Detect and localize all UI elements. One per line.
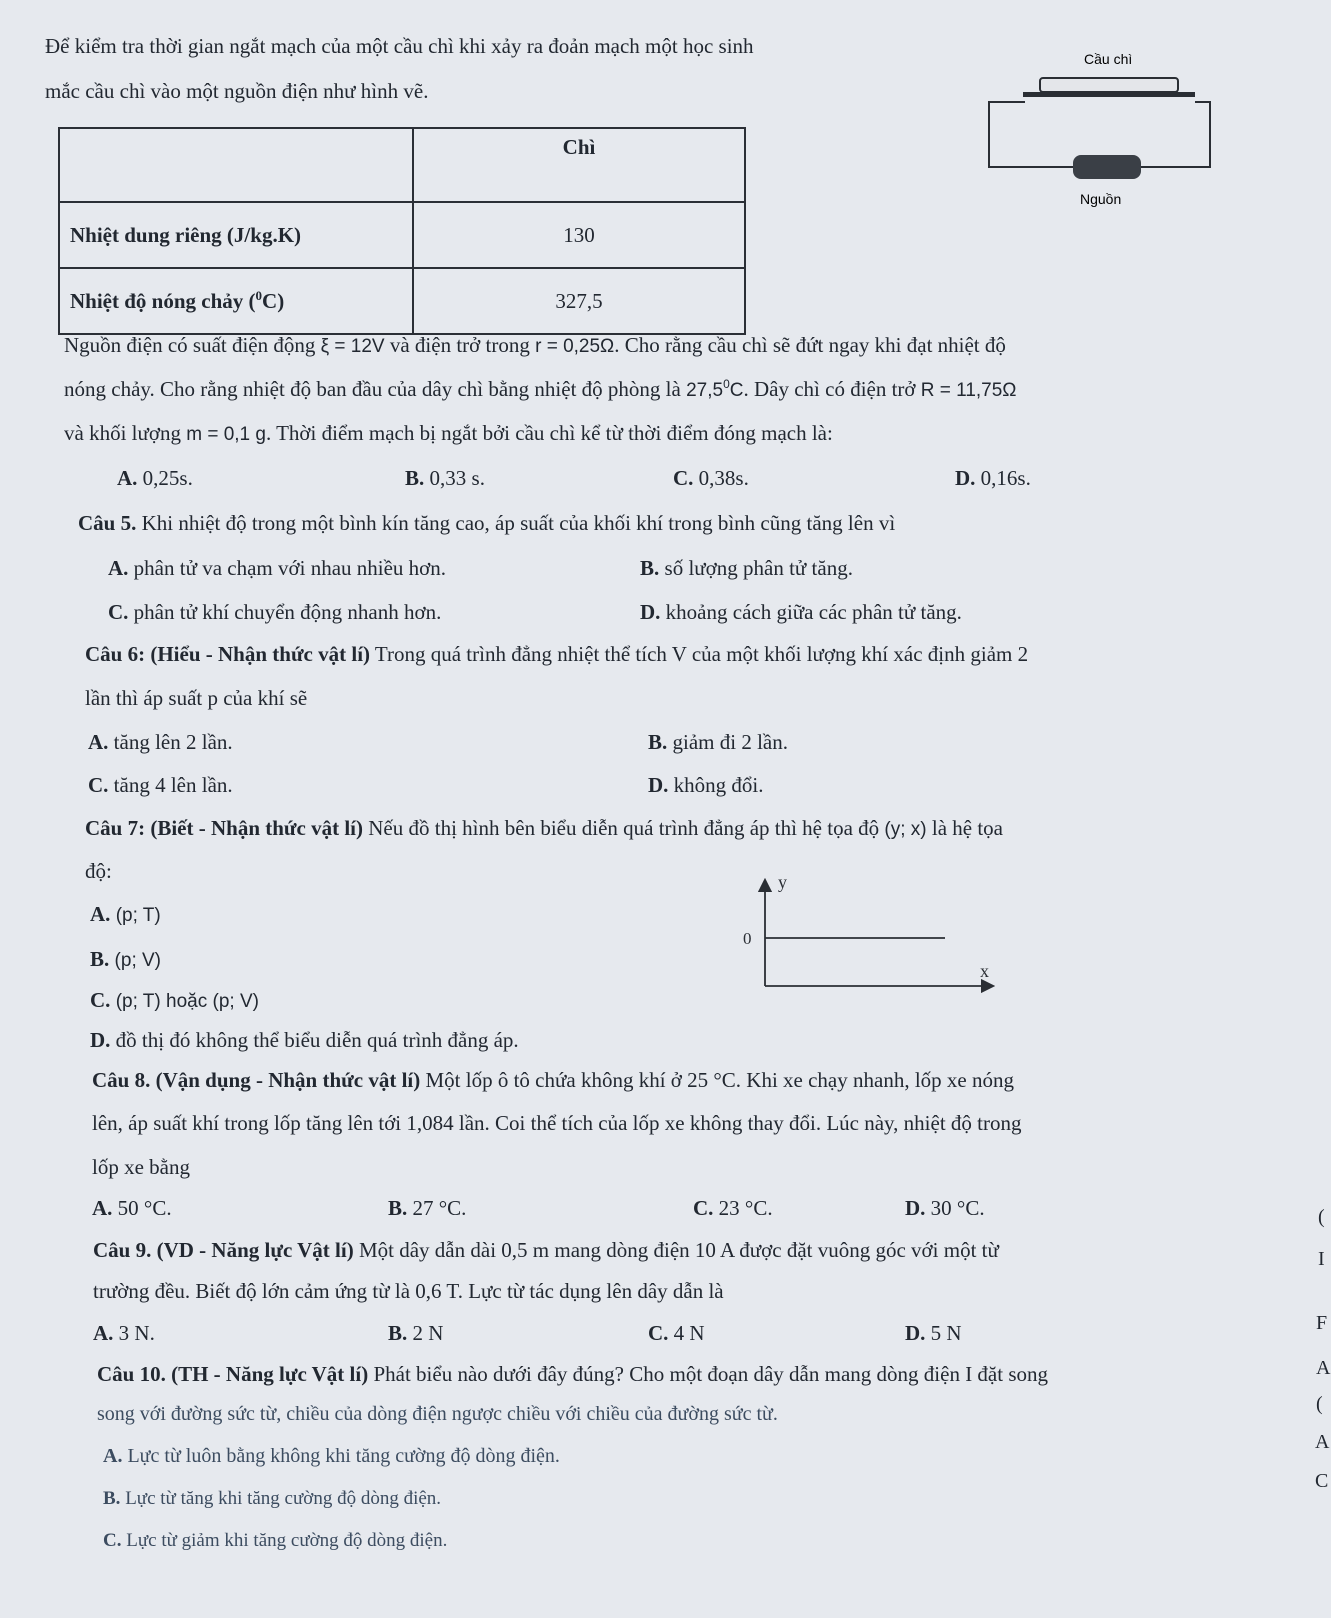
margin-letter: (: [1318, 1206, 1325, 1228]
table-header-chi: Chì: [413, 128, 745, 202]
fuse-circuit-diagram: [985, 42, 1235, 222]
q8-stem-line-2: lên, áp suất khí trong lốp tăng lên tới 1,084 lần. Coi thể tích của lốp xe không thay đổi. Lúc này, nhiệt độ trong: [92, 1111, 1022, 1135]
q6-option-d[interactable]: D. không đổi.: [648, 773, 764, 797]
q6-option-b[interactable]: B. giảm đi 2 lần.: [648, 730, 788, 754]
q10-stem-line-2: song với đường sức từ, chiều của dòng điện ngược chiều với chiều của đường sức từ.: [97, 1403, 778, 1425]
q5-option-b[interactable]: B. số lượng phân tử tăng.: [640, 556, 853, 580]
q7-stem-line-2: độ:: [85, 859, 112, 883]
y-axis-label: y: [778, 872, 787, 892]
q10-option-b[interactable]: B. Lực từ tăng khi tăng cường độ dòng điện.: [103, 1488, 442, 1509]
q8-option-d[interactable]: D. 30 °C.: [905, 1196, 985, 1220]
q4-option-d[interactable]: D. 0,16s.: [955, 466, 1031, 490]
q7-graph: [735, 865, 1005, 995]
source-label: Nguồn: [1080, 191, 1122, 207]
table-row-value: 130: [413, 202, 745, 268]
table-row-value: 327,5: [413, 268, 745, 334]
q4-line-3: và khối lượng m = 0,1 g. Thời điểm mạch bị ngắt bởi cầu chì kể từ thời điểm đóng mạch là:: [64, 421, 833, 445]
q10-option-c[interactable]: C. Lực từ giảm khi tăng cường độ dòng điện.: [103, 1530, 448, 1551]
q7-option-b[interactable]: B. (p; V): [90, 947, 161, 971]
q8-option-b[interactable]: B. 27 °C.: [388, 1196, 467, 1220]
q6-stem-line-2: lần thì áp suất p của khí sẽ: [85, 686, 308, 710]
q4-option-b[interactable]: B. 0,33 s.: [405, 466, 485, 490]
margin-letter: A: [1315, 1431, 1330, 1453]
table-row-label: Nhiệt độ nóng chảy ($^0$C): [59, 268, 413, 334]
q9-stem-line-2: trường đều. Biết độ lớn cảm ứng từ là 0,6 T. Lực từ tác dụng lên dây dẫn là: [93, 1279, 724, 1303]
q7-option-a[interactable]: A. (p; T): [90, 902, 161, 926]
q10-option-a[interactable]: A. Lực từ luôn bằng không khi tăng cường độ dòng điện.: [103, 1445, 560, 1467]
q8-stem-line-3: lốp xe bằng: [92, 1155, 190, 1179]
intro-line-2: mắc cầu chì vào một nguồn điện như hình vẽ.: [45, 79, 429, 103]
q8-stem-line-1: Câu 8. (Vận dụng - Nhận thức vật lí) Một lốp ô tô chứa không khí ở 25 °C. Khi xe chạy nhanh, lốp xe nóng: [92, 1068, 1014, 1092]
x-axis-label: x: [980, 961, 989, 981]
q7-option-c[interactable]: C. (p; T) hoặc (p; V): [90, 988, 259, 1012]
q5-option-a[interactable]: A. phân tử va chạm với nhau nhiều hơn.: [108, 556, 447, 580]
q9-option-d[interactable]: D. 5 N: [905, 1321, 962, 1345]
table-empty-cell: [59, 128, 413, 202]
origin-label: 0: [743, 929, 752, 948]
fuse-element: [1040, 78, 1178, 92]
q4-option-a[interactable]: A. 0,25s.: [117, 466, 193, 490]
q6-stem-line-1: Câu 6: (Hiểu - Nhận thức vật lí) Trong quá trình đẳng nhiệt thể tích V của một khối lượng khí xác định giảm 2: [85, 642, 1029, 666]
margin-letter: F: [1316, 1312, 1328, 1334]
q5-option-c[interactable]: C. phân tử khí chuyển động nhanh hơn.: [108, 600, 442, 624]
q8-option-a[interactable]: A. 50 °C.: [92, 1196, 172, 1220]
q9-option-b[interactable]: B. 2 N: [388, 1321, 444, 1345]
margin-letter: C: [1315, 1470, 1329, 1492]
margin-letter: (: [1316, 1393, 1323, 1415]
q7-stem-line-1: Câu 7: (Biết - Nhận thức vật lí) Nếu đồ thị hình bên biểu diễn quá trình đẳng áp thì hệ tọa độ (y; x) là hệ tọa: [85, 816, 1004, 840]
q9-option-c[interactable]: C. 4 N: [648, 1321, 705, 1345]
power-source: [1073, 155, 1141, 179]
q5-stem: Câu 5. Khi nhiệt độ trong một bình kín tăng cao, áp suất của khối khí trong bình cũng tăng lên vì: [78, 511, 896, 535]
q5-option-d[interactable]: D. khoảng cách giữa các phân tử tăng.: [640, 600, 962, 624]
q6-option-a[interactable]: A. tăng lên 2 lần.: [88, 730, 233, 754]
fuse-base: [1023, 92, 1195, 97]
intro-line-1: Để kiểm tra thời gian ngắt mạch của một cầu chì khi xảy ra đoản mạch một học sinh: [45, 34, 754, 58]
margin-letter: I: [1318, 1248, 1325, 1270]
q6-option-c[interactable]: C. tăng 4 lên lần.: [88, 773, 233, 797]
q9-stem-line-1: Câu 9. (VD - Năng lực Vật lí) Một dây dẫn dài 0,5 m mang dòng điện 10 A được đặt vuông góc với một từ: [93, 1238, 999, 1262]
margin-letter: A: [1316, 1357, 1331, 1379]
lead-properties-table: [58, 127, 746, 335]
q7-option-d[interactable]: D. đồ thị đó không thể biểu diễn quá trình đẳng áp.: [90, 1028, 519, 1052]
q4-line-1: Nguồn điện có suất điện động ξ = 12V và điện trở trong r = 0,25Ω. Cho rằng cầu chì sẽ đứt ngay khi đạt nhiệt độ: [64, 333, 1006, 357]
table-row-label: Nhiệt dung riêng (J/kg.K): [59, 202, 413, 268]
q4-option-c[interactable]: C. 0,38s.: [673, 466, 749, 490]
q4-line-2: nóng chảy. Cho rằng nhiệt độ ban đầu của dây chì bằng nhiệt độ phòng là 27,5$^0$C. Dây chì có điện trở R = 11,75Ω: [64, 377, 1017, 401]
q8-option-c[interactable]: C. 23 °C.: [693, 1196, 773, 1220]
fuse-label: Cầu chì: [1084, 51, 1133, 67]
q10-stem-line-1: Câu 10. (TH - Năng lực Vật lí) Phát biểu nào dưới đây đúng? Cho một đoạn dây dẫn mang dòng điện I đặt song: [97, 1362, 1049, 1386]
q9-option-a[interactable]: A. 3 N.: [93, 1321, 155, 1345]
